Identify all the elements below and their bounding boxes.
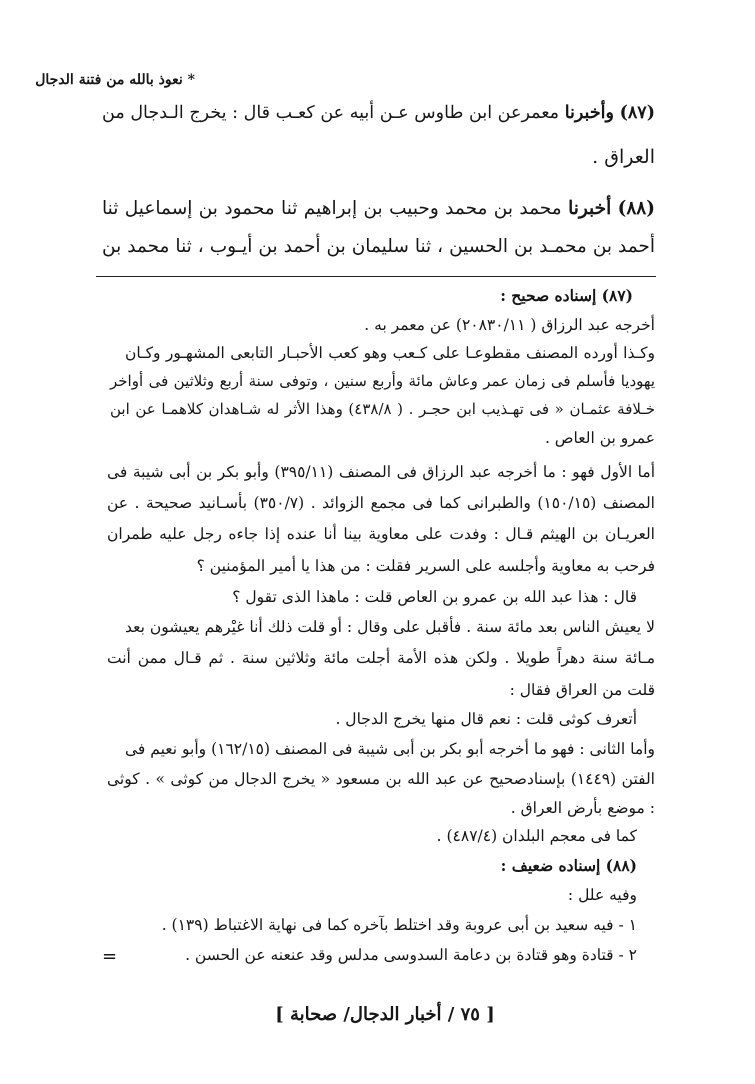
note-87-para-1-line-2: المصنف (١٥٠/١٥) والطبرانى كما فى مجمع الزوائد . (٣٥٠/٧) بأسـانيد صحيحة . عن [107,494,655,512]
note-88-heading: (٨٨) إسناده ضعيف : [500,856,637,875]
note-87-para-1-line-1: أما الأول فهو : ما أخرجه عبد الرزاق فى المصنف (٣٩٥/١١) وأبو بكر بن أبى شيبة فى [107,463,656,481]
note-87-para-1-line-8: قلت من العراق فقال : [509,681,655,699]
hadith-88-line-1 [102,194,655,224]
running-header: * نعوذ بالله من فتنة الدجال [35,72,195,88]
hadith-87-line-1 [102,98,655,128]
hadith-88-text-1: محمد بن محمد وحبيب بن إبراهيم ثنا محمود بن إسماعيل ثنا [102,198,562,219]
note-87-line-5: عمرو بن العاص . [544,429,655,447]
note-87-heading: (٨٧) إسناده صحيح : [500,286,633,305]
continuation-mark: = [102,946,118,967]
hadith-88-lead: أخبرنا [568,198,612,219]
note-87-para-1-line-4: فرحب به معاوية وأجلسه على السرير فقلت : من هذا يا أمير المؤمنين ؟ [196,557,655,575]
hadith-87-lead: وأخبرنا [564,103,614,123]
note-87-para-2-line-3: : موضع بأرض العراق . [510,799,655,817]
note-87-para-2-line-2: الفتن (١٤٤٩) بإسنادصحيح عن عبد الله بن مسعود « يخرج الدجال من كوثى » . كوثى [107,770,655,788]
note-87-para-1-line-5: قال : هذا عبد الله بن عمرو بن العاص قلت : ماهذا الذى تقول ؟ [232,588,637,606]
note-87-para-1-line-3: العريـان بن الهيثم قـال : وفدت على معاوية بينا أنا عنده إذا جاءه رجل عليه طمران [107,525,655,543]
hadith-87-text-1: معمرعن ابن طاوس عـن أبيه عن كعـب قال : يخرج الـدجال من [102,103,560,123]
note-87-line-1: أخرجه عبد الرزاق ( ٢٠٨٣٠/١١) عن معمر به . [364,316,655,334]
note-87-line-2: وكـذا أورده المصنف مقطوعـا على كـعب وهو كعب الأحبـار التابعى المشهـور وكـان [125,344,655,362]
note-88-line-2: ١ - فيه سعيد بن أبى عروبة وقد اختلط بآخره كما فى نهاية الاغتباط (١٣٩) . [161,916,637,934]
note-87-para-1-line-7: مـائة سنة دهراً طويلا . ولكن هذه الأمة أجلت مائة وثلاثين سنة . ثم قـال ممن أنت [107,649,655,667]
note-88-line-3: ٢ - قتادة وهو قتادة بن دعامة السدوسى مدلس وقد عنعنه عن الحسن . [185,946,637,964]
note-87-line-3: يهوديا فأسلم فى زمان عمر وعاش مائة وأربع سنين ، وتوفى سنة أربع وثلاثين فى أواخر [110,372,655,390]
hadith-88-line-2: أحمد بن محمـد بن الحسين ، ثنا سليمان بن أحمد بن أيـوب ، ثنا محمد بن [102,236,655,257]
note-88-line-1: وفيه علل : [567,886,637,904]
hadith-87-number: (٨٧) [619,103,655,123]
footnote-separator [96,276,656,277]
note-87-para-2-line-1: وأما الثانى : فهو ما أخرجه أبو بكر بن أبى شيبة فى المصنف (١٦٢/١٥) وأبو نعيم فى [125,740,655,758]
page-footer: [ ٧٥ / أخبار الدجال/ صحابة ] [275,1004,495,1025]
hadith-87-line-2: العراق . [592,146,655,168]
note-87-para-1-line-9: أتعرف كوثى قلت : نعم قال منها يخرج الدجال . [335,710,637,728]
note-87-para-1-line-6: لا يعيش الناس بعد مائة سنة . فأقبل على وقال : أو قلت ذلك أنا غيْرهم يعيشون بعد [125,618,655,636]
note-87-para-2-line-4: كما فى معجم البلدان (٤٨٧/٤) . [436,827,637,845]
hadith-88-number: (٨٨) [617,198,656,219]
note-87-line-4: خـلافة عثمـان « فى تهـذيب ابن حجـر . ( ٤٣٨/٨) وهذا الأثر له شـاهدان كلاهمـا عن ابن [110,400,655,418]
